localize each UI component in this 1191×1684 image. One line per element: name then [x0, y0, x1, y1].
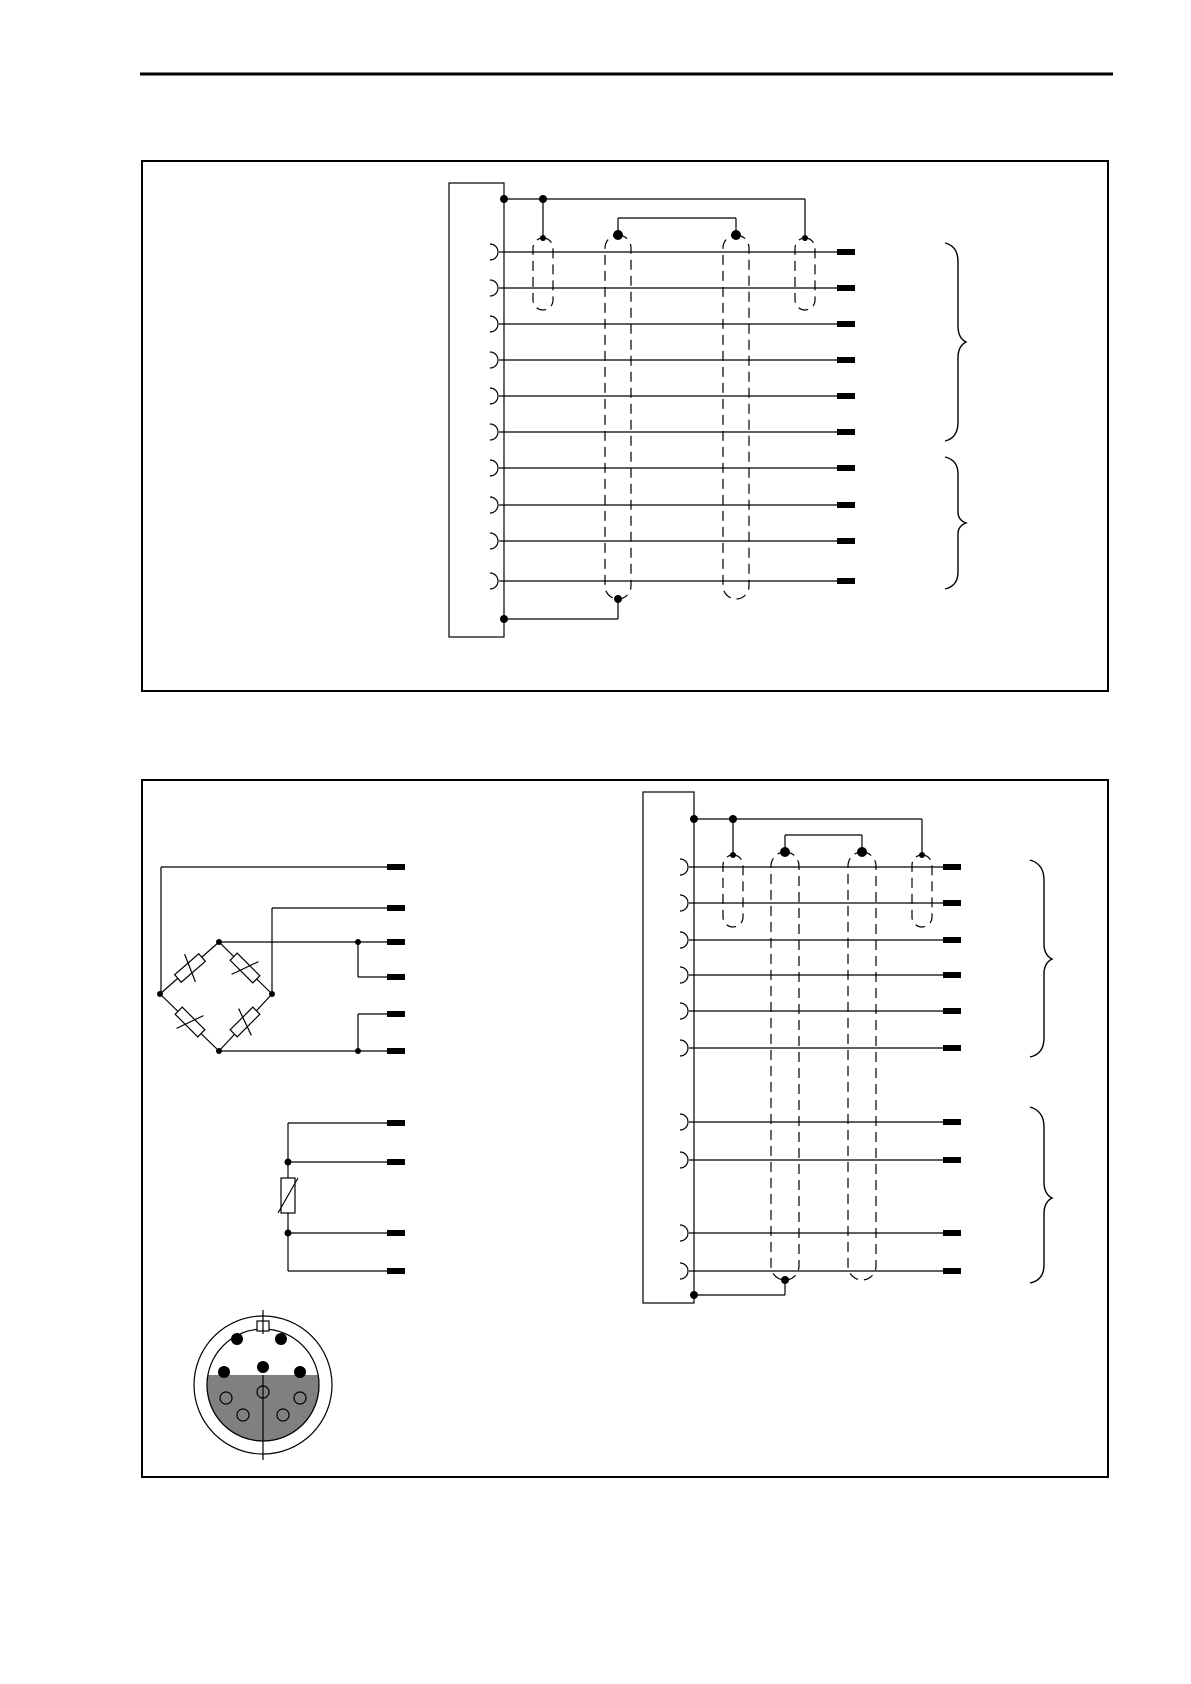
upper-junction-dots [500, 195, 808, 623]
upper-pin-contact [490, 352, 498, 368]
upper-pin-contact [490, 533, 498, 549]
rtd-circuit [288, 1123, 391, 1271]
upper-line-7 [490, 460, 855, 476]
lower-pin-contact [680, 1152, 688, 1168]
upper-terminal [837, 357, 855, 363]
upper-terminal [837, 249, 855, 255]
lower-terminal [943, 864, 961, 870]
lower-pin-contact [680, 1040, 688, 1056]
left-terminal-8 [387, 1159, 405, 1165]
rtd-resistor [278, 1178, 298, 1213]
upper-terminal [837, 285, 855, 291]
lower-shield-wiring [694, 819, 922, 1295]
upper-line-3 [490, 316, 855, 332]
lower-line-5 [680, 1003, 961, 1019]
upper-terminal [837, 321, 855, 327]
left-terminal-6 [387, 1048, 405, 1054]
left-terminal-9 [387, 1230, 405, 1236]
upper-shield-wiring [504, 199, 805, 619]
upper-pin-contact [490, 424, 498, 440]
upper-terminal [837, 538, 855, 544]
lower-brace-1 [1030, 860, 1052, 1057]
lower-terminal [943, 1045, 961, 1051]
upper-line-9 [490, 533, 855, 549]
left-terminal-2 [387, 905, 405, 911]
upper-terminal [837, 393, 855, 399]
lower-terminal [943, 937, 961, 943]
lower-terminal [943, 1119, 961, 1125]
lower-shields [723, 852, 932, 1280]
upper-pin-contact [490, 244, 498, 260]
upper-line-6 [490, 424, 855, 440]
lower-line-1 [680, 859, 961, 875]
upper-line-10 [490, 573, 855, 589]
left-terminal-10 [387, 1268, 405, 1274]
lower-terminal [943, 900, 961, 906]
upper-line-8 [490, 497, 855, 513]
lower-line-8 [680, 1152, 961, 1168]
lower-pin-contact [680, 1225, 688, 1241]
lower-pin-contact [680, 859, 688, 875]
upper-line-4 [490, 352, 855, 368]
upper-line-2 [490, 280, 855, 296]
left-terminal-7 [387, 1120, 405, 1126]
upper-brace-1 [945, 243, 966, 441]
lower-line-6 [680, 1040, 961, 1056]
upper-line-1 [490, 244, 855, 260]
circular-connector [194, 1310, 332, 1460]
upper-pin-contact [490, 316, 498, 332]
upper-terminal [837, 578, 855, 584]
lower-signal-lines [680, 859, 961, 1279]
upper-pin-contact [490, 280, 498, 296]
lower-pin-contact [680, 1114, 688, 1130]
lower-terminal [943, 1157, 961, 1163]
upper-terminal [837, 502, 855, 508]
upper-terminal [837, 465, 855, 471]
lower-terminal [943, 972, 961, 978]
lower-terminal [943, 1268, 961, 1274]
lower-line-7 [680, 1114, 961, 1130]
upper-signal-lines [490, 244, 855, 589]
left-terminal-1 [387, 864, 405, 870]
lower-junction-dots [690, 815, 925, 1299]
lower-brace-2 [1030, 1107, 1052, 1283]
left-terminals [387, 864, 405, 1274]
left-terminal-4 [387, 974, 405, 980]
lower-diagram [157, 792, 1052, 1460]
upper-plug-housing [449, 183, 504, 637]
upper-pin-contact [490, 388, 498, 404]
lower-plug-housing [643, 792, 694, 1303]
upper-terminal [837, 429, 855, 435]
upper-brace-2 [945, 457, 966, 589]
upper-diagram-frame [142, 161, 1108, 691]
lower-line-3 [680, 932, 961, 948]
upper-diagram [449, 183, 966, 637]
lower-terminal [943, 1230, 961, 1236]
lower-pin-contact [680, 932, 688, 948]
left-terminal-5 [387, 1011, 405, 1017]
lower-line-4 [680, 967, 961, 983]
lower-pin-contact [680, 1003, 688, 1019]
lower-pin-contact [680, 967, 688, 983]
lower-terminal [943, 1008, 961, 1014]
upper-line-5 [490, 388, 855, 404]
lower-line-9 [680, 1225, 961, 1241]
upper-shields [533, 235, 815, 599]
upper-pin-contact [490, 497, 498, 513]
lower-line-2 [680, 895, 961, 911]
bridge-junction-dots [157, 939, 361, 1054]
lower-pin-contact [680, 1263, 688, 1279]
left-terminal-3 [387, 939, 405, 945]
bridge-resistor-1 [169, 947, 212, 989]
upper-pin-contact [490, 460, 498, 476]
upper-pin-contact [490, 573, 498, 589]
lower-pin-contact [680, 895, 688, 911]
lower-line-10 [680, 1263, 961, 1279]
